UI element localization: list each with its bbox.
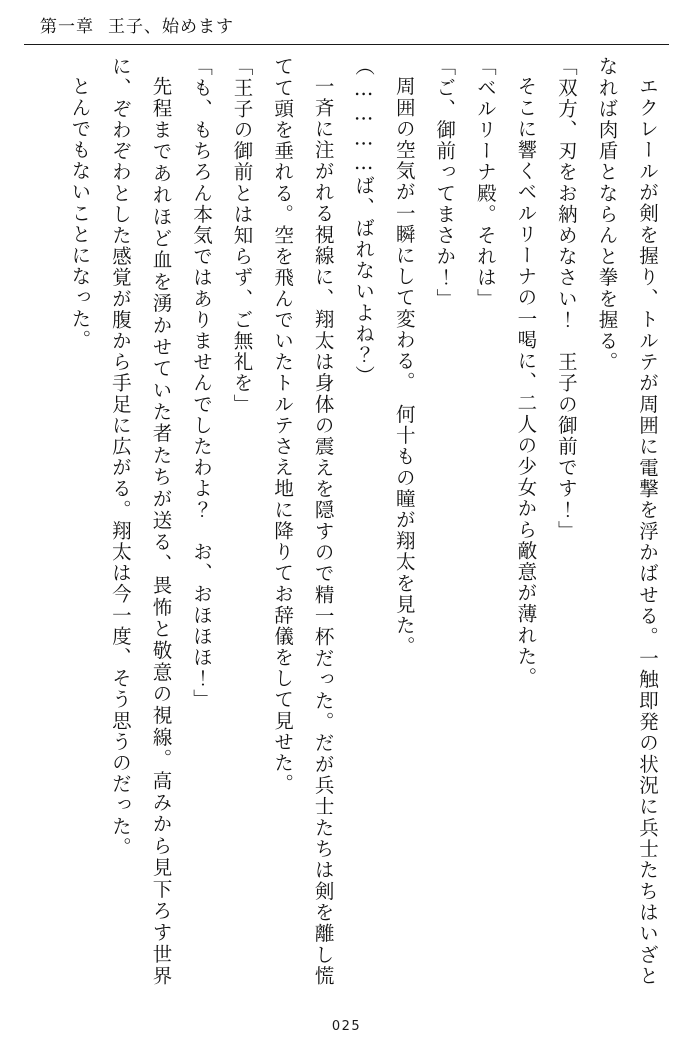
paragraph: 「王子の御前とは知らず、ご無礼を」: [230, 56, 254, 415]
header-divider: [24, 44, 669, 45]
paragraph: エクレールが剣を握り、トルテが周囲に電撃を浮かばせる。一触即発の状況に兵士たちはいざとなれば肉盾とならんと拳を握る。: [595, 56, 659, 986]
paragraph: そこに響くベルリーナの一喝に、二人の少女から敵意が薄れた。: [514, 75, 538, 688]
chapter-number: 第一章: [40, 17, 94, 37]
paragraph: 周囲の空気が一瞬にして変わる。 何十もの瞳が翔太を見た。: [392, 75, 416, 657]
paragraph: 「双方、刃をお納めなさい！ 王子の御前です！」: [554, 56, 578, 542]
paragraph: とんでもないことになった。: [68, 75, 92, 350]
paragraph: 「も、もちろん本気ではありませんでしたわよ？ お、おほほほ！」: [189, 56, 213, 711]
page-number: 025: [331, 1019, 362, 1034]
paragraph: 「ご、御前ってまさか！」: [433, 56, 457, 310]
paragraph: 「ベルリーナ殿。それは」: [473, 56, 497, 310]
body-text: [26, 56, 667, 986]
paragraph: 一斉に注がれる視線に、翔太は身体の震えを隠すので精一杯だった。だが兵士たちは剣を離し慌てて頭を垂れる。空を飛んでいたトルテさえ地に降りてお辞儀をして見せた。: [271, 56, 335, 986]
paragraph: 先程まであれほど血を湧かせていた者たちが送る、畏怖と敬意の視線。高みから見下ろす世界に、ぞわぞわとした感覚が腹から手足に広がる。翔太は今一度、そう思うのだった。: [108, 56, 173, 986]
chapter-title: 王子、始めます: [108, 17, 234, 37]
paragraph: （…………ば、ばれないよね？）: [352, 56, 376, 387]
chapter-header: [40, 12, 234, 37]
